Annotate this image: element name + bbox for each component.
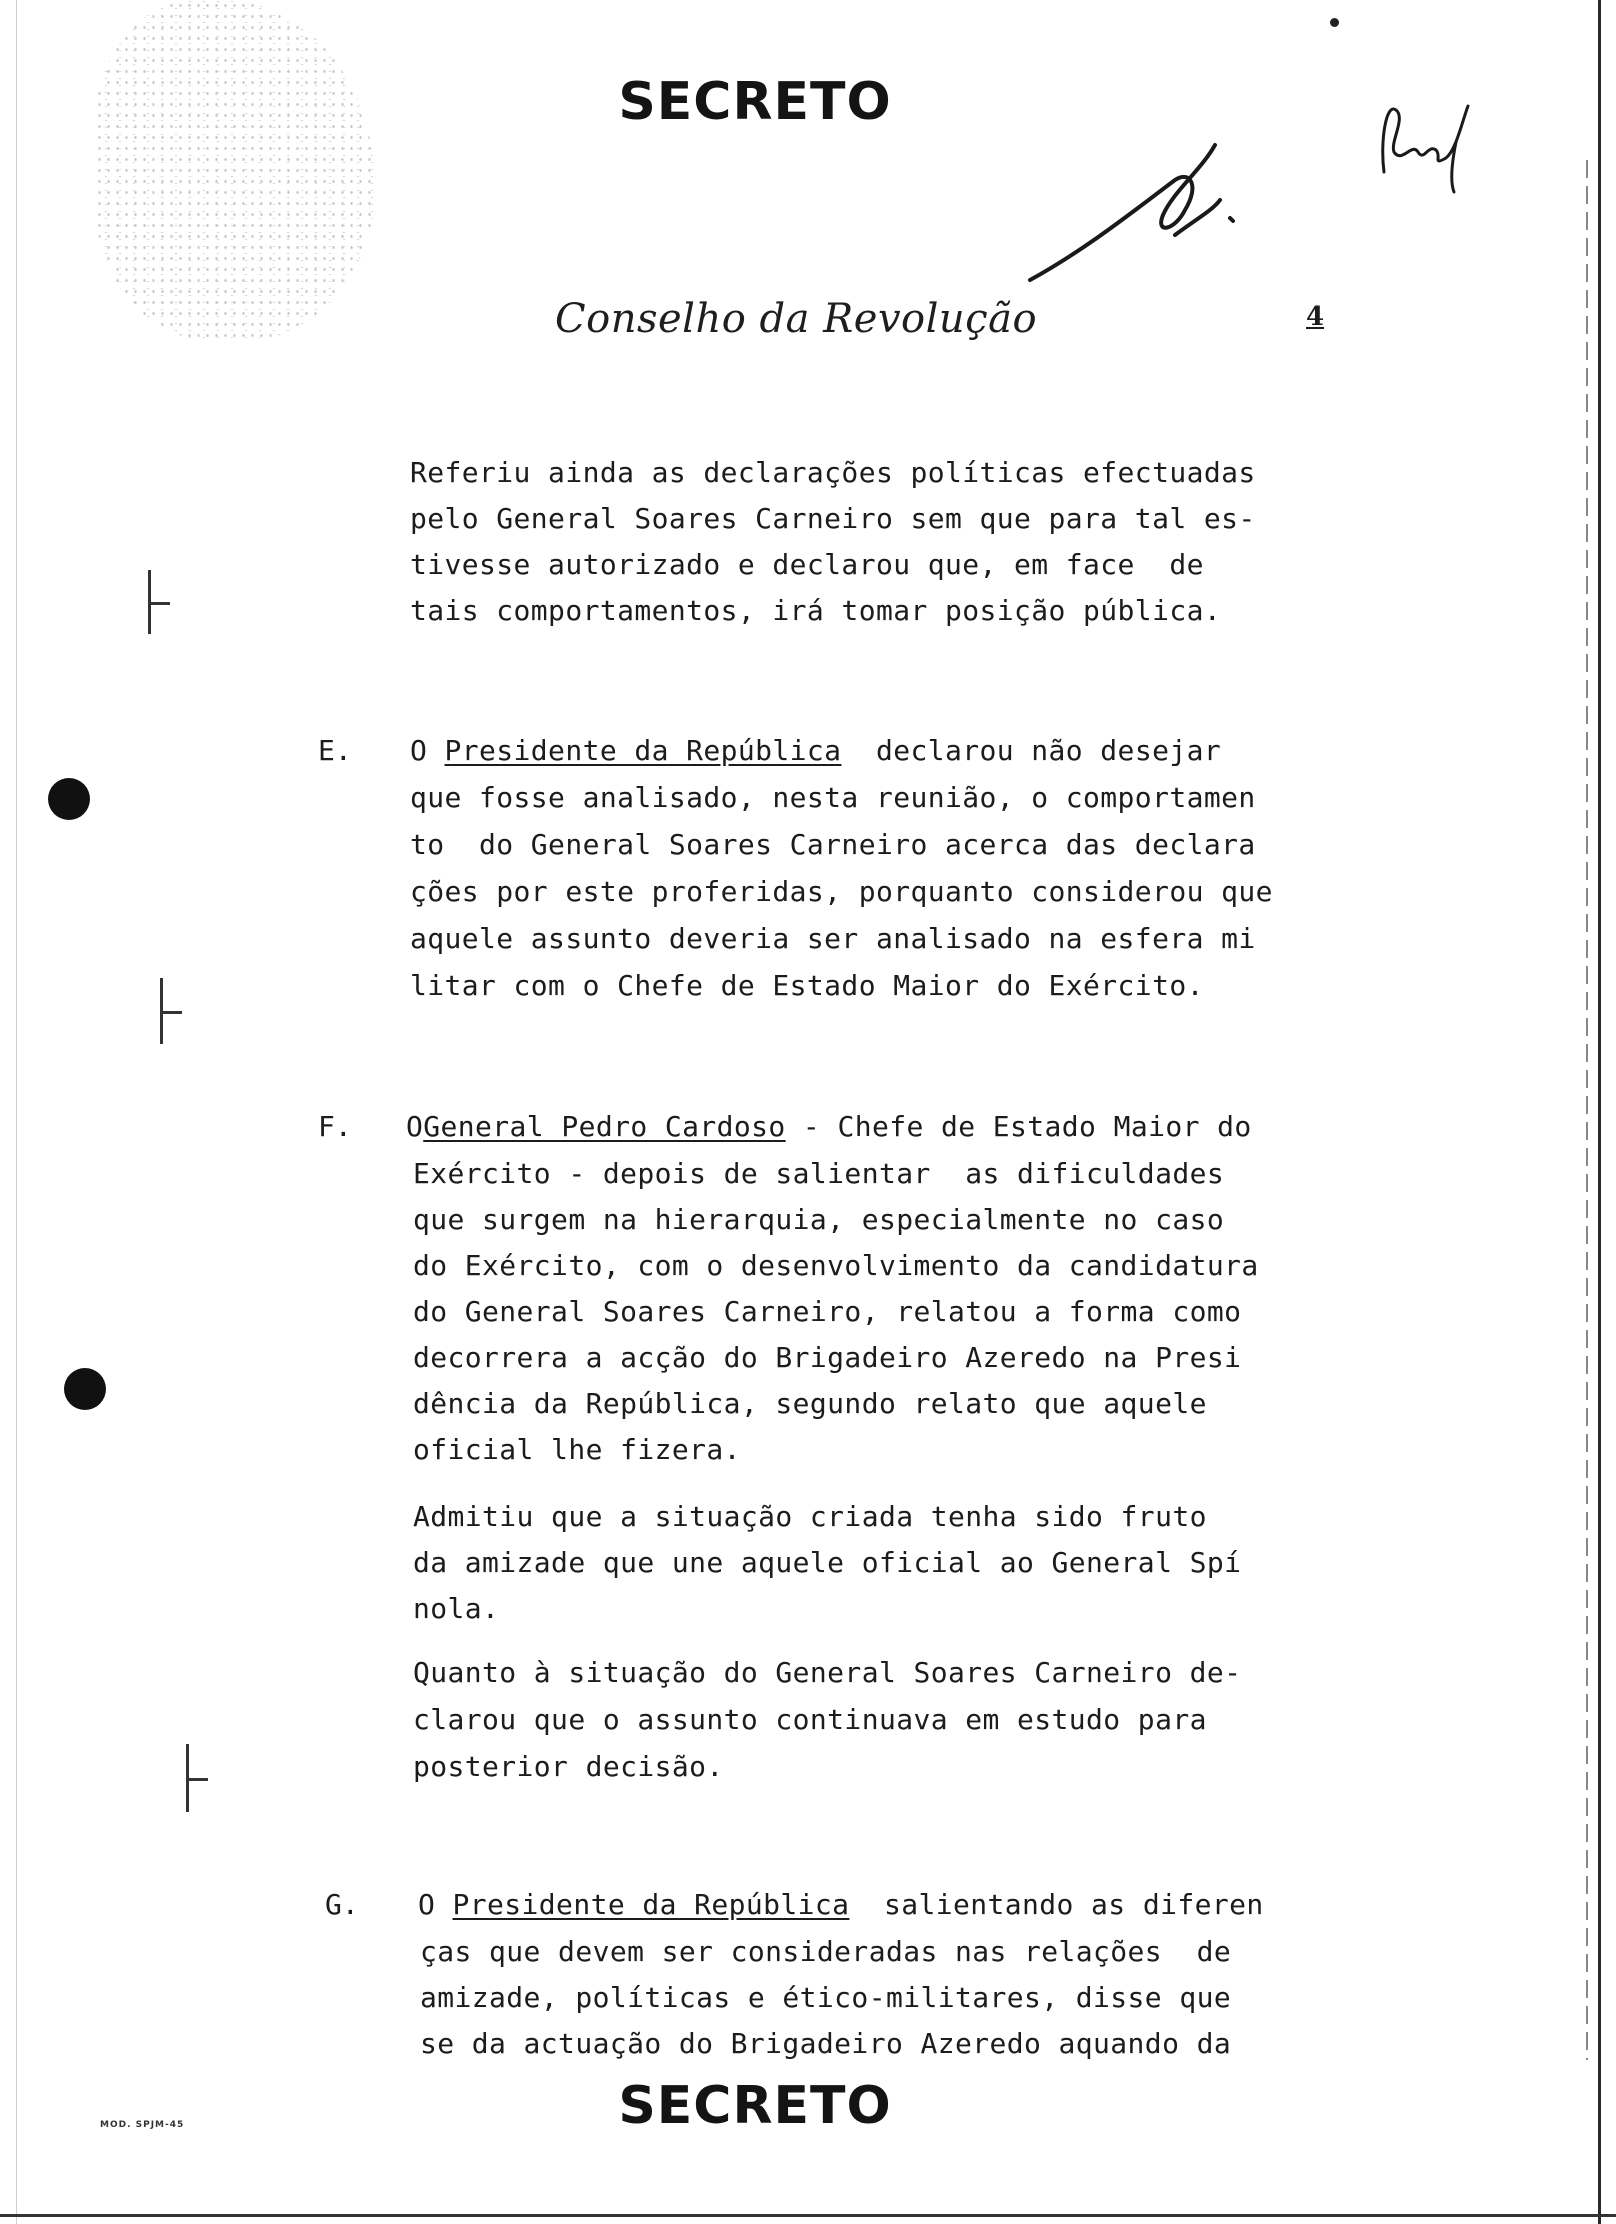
scan-edge-right [1598,0,1601,2224]
text-line: clarou que o assunto continuava em estudo para [413,1703,1207,1736]
text-line: Referiu ainda as declarações políticas efectuadas [410,456,1256,489]
scan-edge-right-dashed [1586,160,1588,2060]
text-line [406,1110,1252,1143]
form-code: MOD. SPJM-45 [100,2120,185,2130]
text-line: Quanto à situação do General Soares Carneiro de- [413,1656,1242,1689]
classification-header: SECRETO [618,72,892,132]
text-line: oficial lhe fizera. [413,1433,741,1466]
margin-mark [160,978,163,1044]
text-line: aquele assunto deveria ser analisado na esfera mi [410,922,1256,955]
text-line: ças que devem ser consideradas nas relações de [420,1935,1232,1968]
initials-icon [1372,92,1482,202]
classification-footer: SECRETO [618,2076,892,2136]
punch-hole-icon [64,1368,106,1410]
text-line: dência da República, segundo relato que aquele [413,1387,1207,1420]
text-line [418,1888,1264,1921]
text-line: Exército - depois de salientar as dificuldades [413,1157,1225,1190]
text-line [410,734,1221,767]
text-line: tivesse autorizado e declarou que, em face de [410,548,1204,581]
text-lead: O [406,1110,424,1143]
text-line: do Exército, com o desenvolvimento da candidatura [413,1249,1259,1282]
punch-hole-icon [48,778,90,820]
text-line: da amizade que une aquele oficial ao General Spí [413,1546,1242,1579]
scan-edge-bottom [0,2214,1616,2217]
scan-dot [1330,18,1339,27]
underlined-name: Presidente da República [444,734,842,767]
text-line: to do General Soares Carneiro acerca das declara [410,828,1256,861]
item-label: F. [318,1110,352,1143]
text-tail: declarou não desejar [841,734,1222,767]
text-line: ções por este proferidas, porquanto considerou que [410,875,1273,908]
text-line: posterior decisão. [413,1750,724,1783]
text-tail: salientando as diferen [849,1888,1264,1921]
text-tail: - Chefe de Estado Maior do [785,1110,1252,1143]
text-line: litar com o Chefe de Estado Maior do Exército. [410,969,1204,1002]
underlined-name: General Pedro Cardoso [423,1110,786,1143]
text-line: que surgem na hierarquia, especialmente no caso [413,1203,1225,1236]
margin-mark [148,570,151,634]
text-line: nola. [413,1592,500,1625]
text-lead: O [410,734,445,767]
underlined-name: Presidente da República [452,1888,850,1921]
text-line: se da actuação do Brigadeiro Azeredo aquando da [420,2027,1232,2060]
letterhead: Conselho da Revolução [555,296,1038,342]
scan-speckle [95,0,375,340]
item-label: E. [318,734,352,767]
signature-icon [1025,140,1245,300]
text-line: decorrera a acção do Brigadeiro Azeredo na Presi [413,1341,1242,1374]
text-line: tais comportamentos, irá tomar posição pública. [410,594,1222,627]
text-line: que fosse analisado, nesta reunião, o comportamen [410,781,1256,814]
text-line: amizade, políticas e ético-militares, disse que [420,1981,1232,2014]
scan-edge-left [16,0,17,2224]
margin-mark [186,1744,189,1812]
text-line: Admitiu que a situação criada tenha sido fruto [413,1500,1207,1533]
text-lead: O [418,1888,453,1921]
text-line: do General Soares Carneiro, relatou a forma como [413,1295,1242,1328]
item-label: G. [325,1888,359,1921]
page-number: 4 [1306,302,1325,332]
text-line: pelo General Soares Carneiro sem que para tal es- [410,502,1256,535]
